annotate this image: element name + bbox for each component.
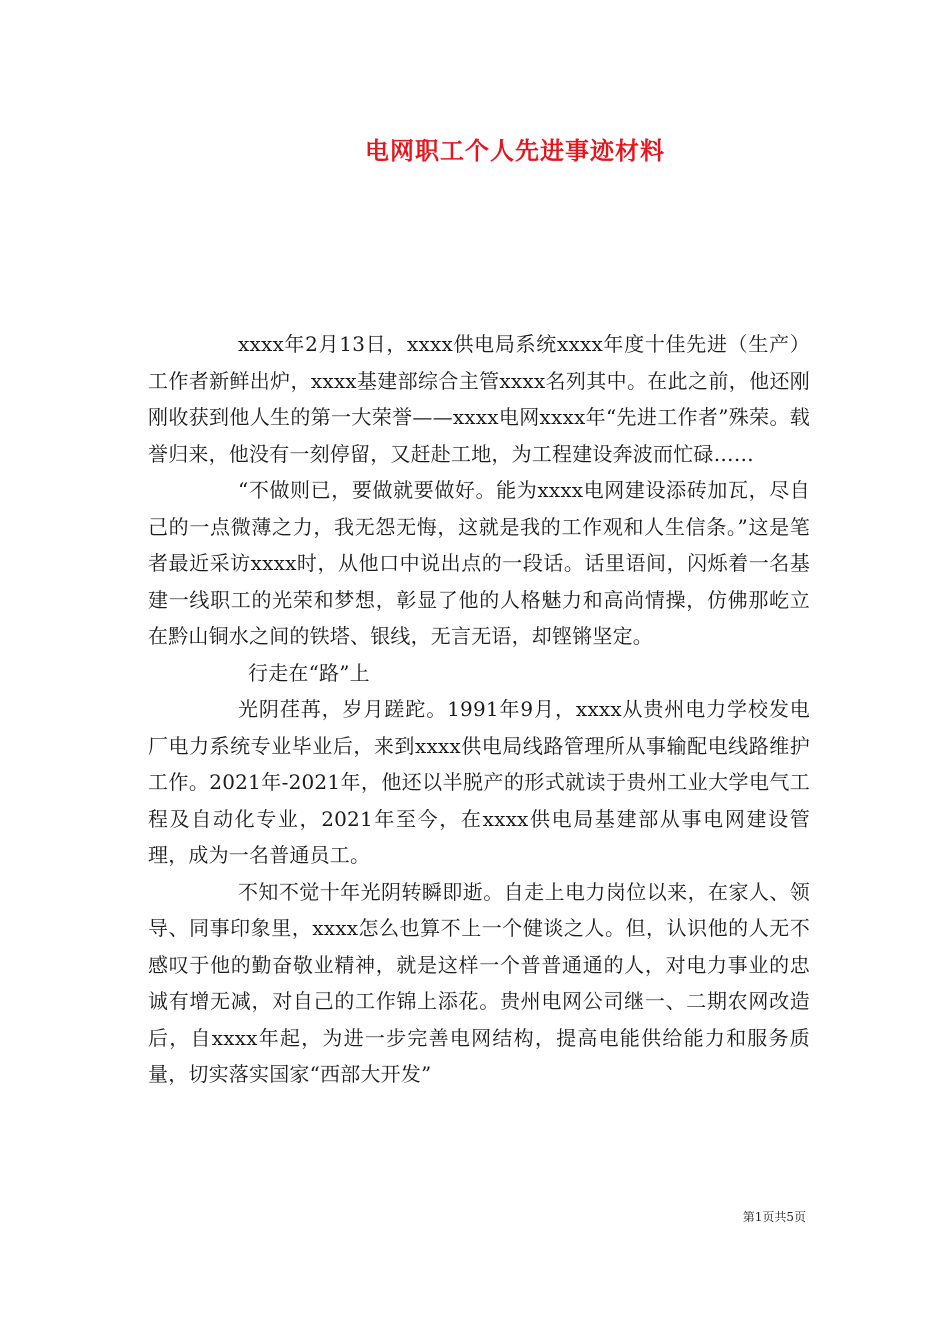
paragraph: 不知不觉十年光阴转瞬即逝。自走上电力岗位以来，在家人、领导、同事印象里，xxxx怎么也算不上一个健谈之人。但，认识他的人无不感叹于他的勤奋敬业精神，就是这样一个普普通通的人，对电力事业的忠诚有增无减，对自己的工作锦上添花。贵州电网公司继一、二期农网改造后，自xxxx年起，为进一步完善电网结构，提高电能供给能力和服务质量，切实落实国家“西部大开发” [148, 879, 810, 1086]
paragraph: “不做则已，要做就要做好。能为xxxx电网建设添砖加瓦，尽自己的一点微薄之力，我无怨无悔，这就是我的工作观和人生信条。”这是笔者最近采访xxxx时，从他口中说出点的一段话。话里语间，闪烁着一名基建一线职工的光荣和梦想，彰显了他的人格魅力和高尚情操，仿佛那屹立在黔山铜水之间的铁塔、银线，无言无语，却铿锵坚定。 [148, 478, 810, 648]
page-number: 第1页共5页 [742, 1210, 806, 1224]
section-heading: 行走在“路”上 [248, 660, 370, 685]
paragraph: xxxx年2月13日，xxxx供电局系统xxxx年度十佳先进（生产）工作者新鲜出炉，xxxx基建部综合主管xxxx名列其中。在此之前，他还刚刚收获到他人生的第一大荣誉——xxxx电网xxxx年“先进工作者”殊荣。载誉归来，他没有一刻停留，又赶赴工地，为工程建设奔波而忙碌…… [148, 332, 810, 466]
paragraph: 光阴荏苒，岁月蹉跎。1991年9月，xxxx从贵州电力学校发电厂电力系统专业毕业后，来到xxxx供电局线路管理所从事输配电线路维护工作。2021年-2021年，他还以半脱产的形式就读于贵州工业大学电气工程及自动化专业，2021年至今，在xxxx供电局基建部从事电网建设管理，成为一名普通员工。 [148, 697, 810, 867]
page-title: 电网职工个人先进事迹材料 [365, 136, 665, 165]
document-body [148, 326, 810, 1093]
